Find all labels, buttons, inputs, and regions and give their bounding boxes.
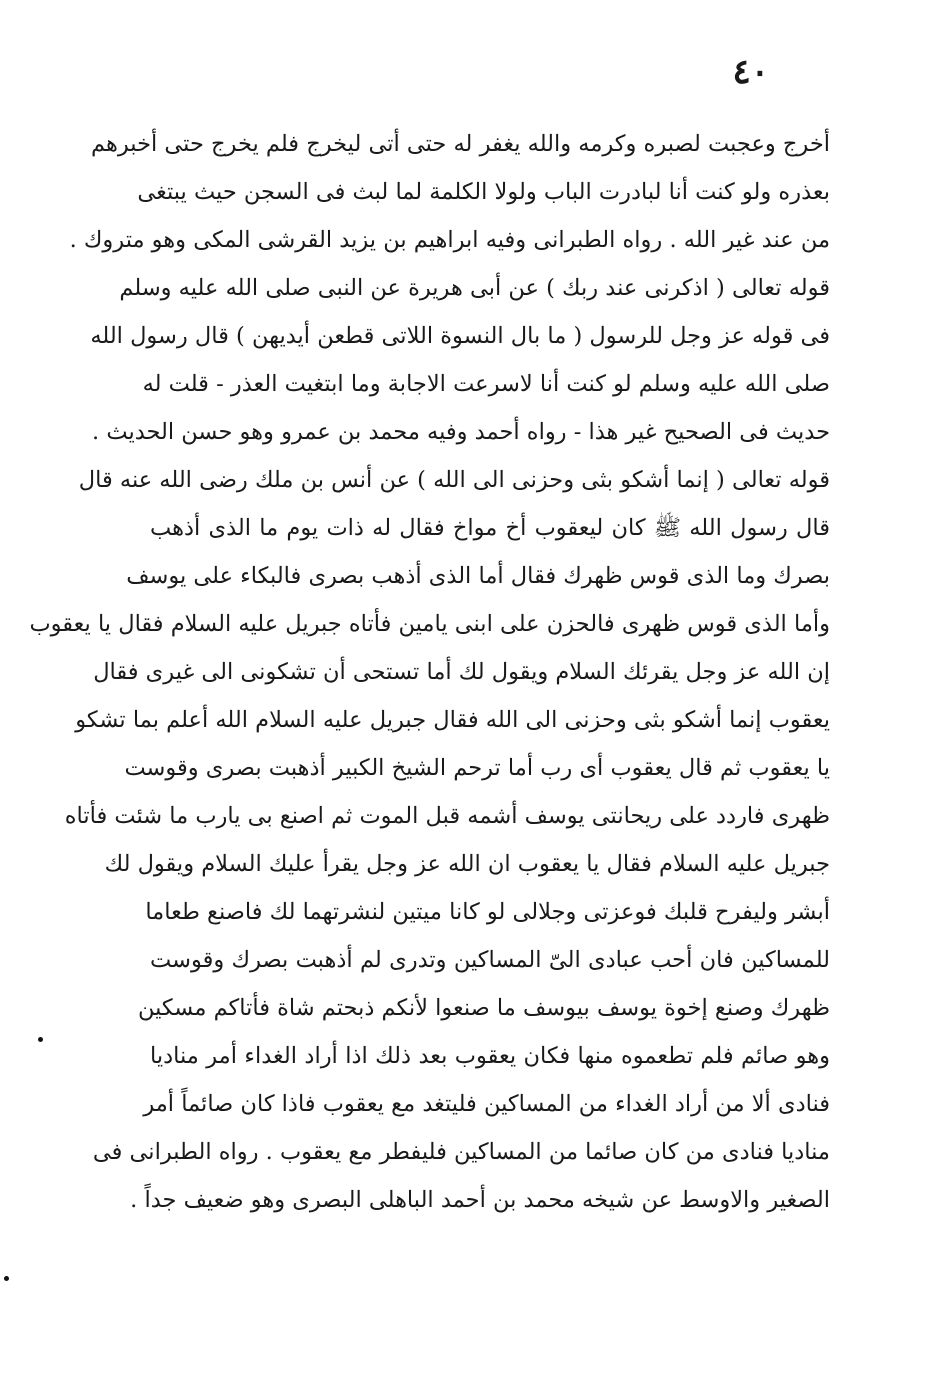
text-line: مناديا فنادى من كان صائما من المساكين فليفطر مع يعقوب . رواه الطبرانى فى bbox=[92, 1139, 830, 1165]
text-line: يا يعقوب ثم قال يعقوب أى رب أما ترحم الشيخ الكبير أذهبت بصرى وقوست bbox=[124, 755, 830, 781]
text-line: فى قوله عز وجل للرسول ( ما بال النسوة اللاتى قطعن أيديهن ) قال رسول الله bbox=[90, 323, 830, 349]
text-line: فنادى ألا من أراد الغداء من المساكين فليتغد مع يعقوب فاذا كان صائماً أمر bbox=[143, 1091, 830, 1117]
text-line: صلى الله عليه وسلم لو كنت أنا لاسرعت الاجابة وما ابتغيت العذر - قلت له bbox=[142, 371, 830, 397]
scan-speck bbox=[4, 1276, 9, 1281]
text-line: بعذره ولو كنت أنا لبادرت الباب ولولا الكلمة لما لبث فى السجن حيث يبتغى bbox=[137, 179, 830, 205]
text-line: من عند غير الله . رواه الطبرانى وفيه ابراهيم بن يزيد القرشى المكى وهو متروك . bbox=[69, 227, 830, 253]
text-line: للمساكين فان أحب عبادى الىّ المساكين وتدرى لم أذهبت بصرك وقوست bbox=[150, 947, 830, 973]
text-line: ظهرى فاردد على ريحانتى يوسف أشمه قبل الموت ثم اصنع بى يارب ما شئت فأتاه bbox=[64, 803, 830, 829]
text-line: جبريل عليه السلام فقال يا يعقوب ان الله عز وجل يقرأ عليك السلام ويقول لك bbox=[104, 851, 830, 877]
text-line: بصرك وما الذى قوس ظهرك فقال أما الذى أذهب بصرى فالبكاء على يوسف bbox=[126, 563, 830, 589]
text-line: ظهرك وصنع إخوة يوسف بيوسف ما صنعوا لأنكم ذبحتم شاة فأتاكم مسكين bbox=[137, 995, 830, 1021]
text-line: وهو صائم فلم تطعموه منها فكان يعقوب بعد ذلك اذا أراد الغداء أمر مناديا bbox=[150, 1043, 830, 1069]
text-line: أخرج وعجبت لصبره وكرمه والله يغفر له حتى أتى ليخرج فلم يخرج حتى أخبرهم bbox=[91, 131, 830, 157]
text-line: الصغير والاوسط عن شيخه محمد بن أحمد الباهلى البصرى وهو ضعيف جداً . bbox=[130, 1187, 830, 1213]
page-number: ٤٠ bbox=[732, 52, 769, 92]
text-line: قوله تعالى ( اذكرنى عند ربك ) عن أبى هريرة عن النبى صلى الله عليه وسلم bbox=[119, 275, 830, 301]
text-line: قوله تعالى ( إنما أشكو بثى وحزنى الى الله ) عن أنس بن ملك رضى الله عنه قال bbox=[78, 467, 830, 493]
text-line: حديث فى الصحيح غير هذا - رواه أحمد وفيه محمد بن عمرو وهو حسن الحديث . bbox=[92, 419, 830, 445]
text-line: وأما الذى قوس ظهرى فالحزن على ابنى يامين فأتاه جبريل عليه السلام فقال يا يعقوب bbox=[29, 611, 830, 637]
scan-speck bbox=[38, 1037, 43, 1042]
text-line: يعقوب إنما أشكو بثى وحزنى الى الله فقال جبريل عليه السلام الله أعلم بما تشكو bbox=[75, 707, 830, 733]
text-line: أبشر وليفرح قلبك فوعزتى وجلالى لو كانا ميتين لنشرتهما لك فاصنع طعاما bbox=[145, 899, 830, 925]
body-text bbox=[29, 120, 830, 1224]
text-line: إن الله عز وجل يقرئك السلام ويقول لك أما تستحى أن تشكونى الى غيرى فقال bbox=[93, 659, 830, 685]
text-line: قال رسول الله ﷺ كان ليعقوب أخ مواخ فقال له ذات يوم ما الذى أذهب bbox=[150, 515, 830, 541]
